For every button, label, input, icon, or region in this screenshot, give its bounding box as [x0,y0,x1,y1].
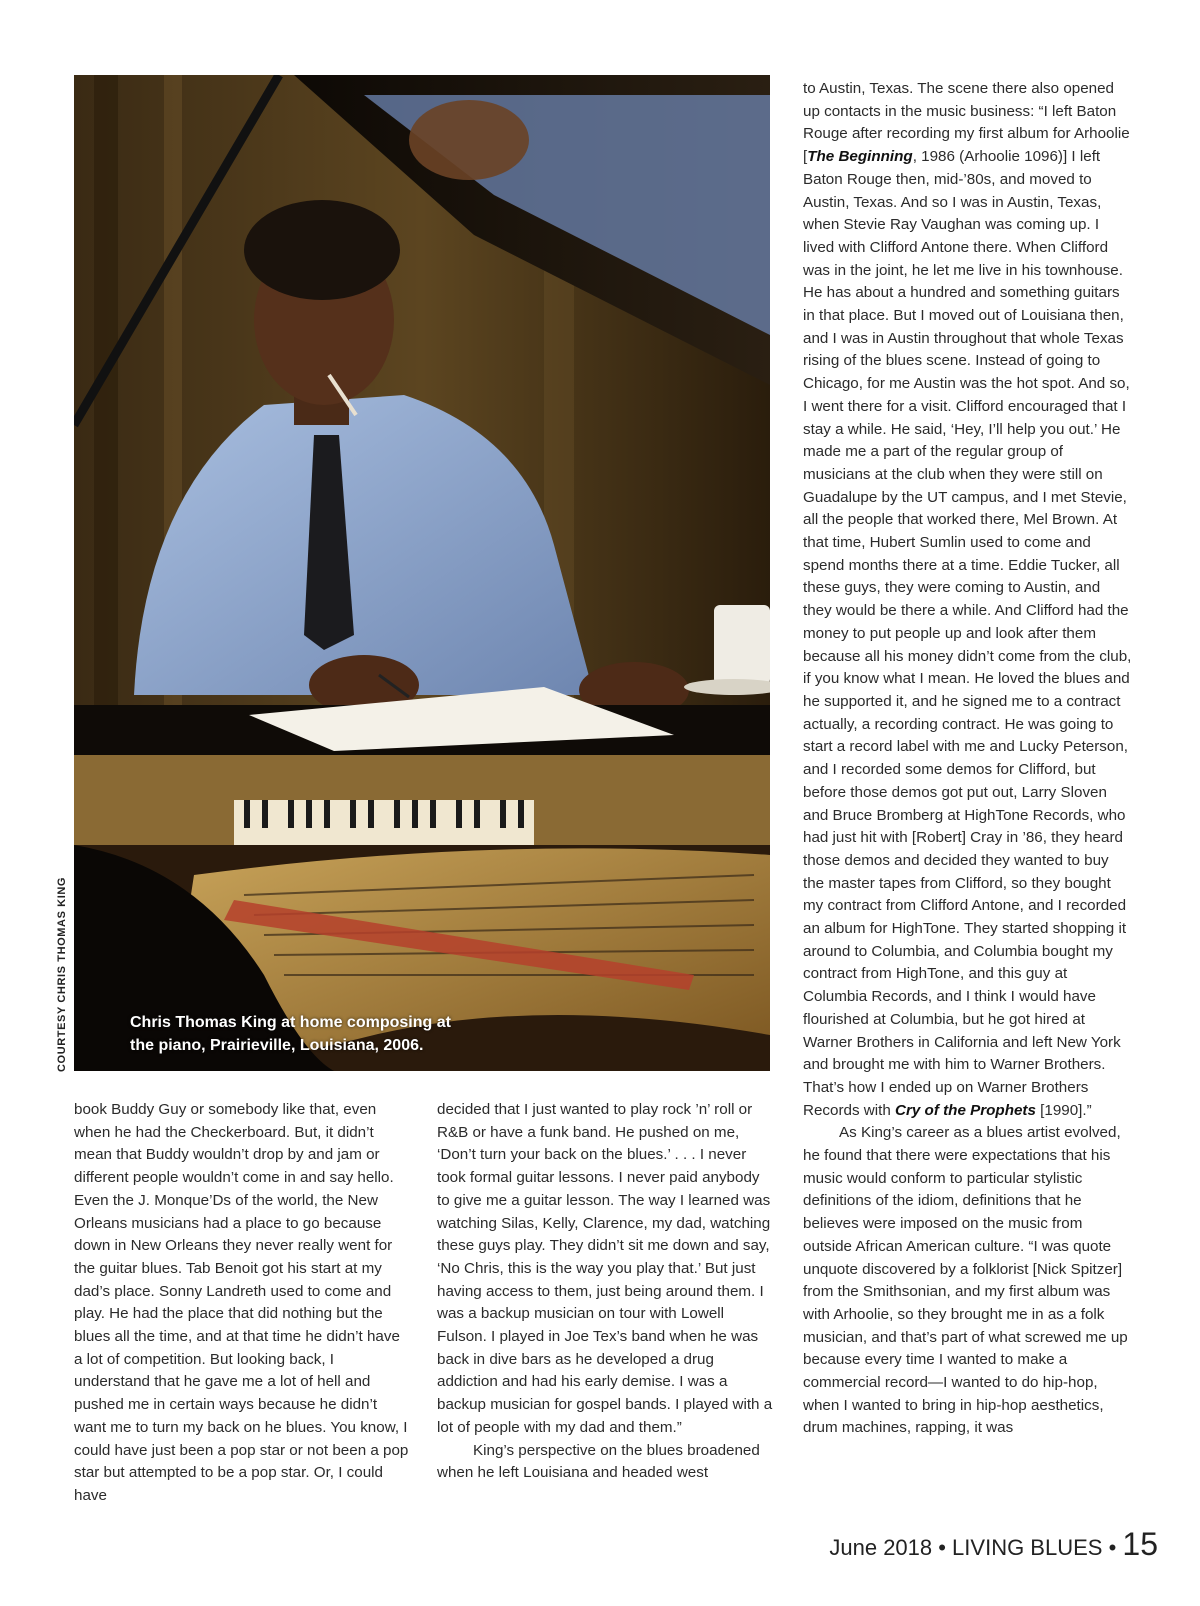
paragraph: book Buddy Guy or somebody like that, even when he had the Checkerboard. But, it didn’t mean that Buddy wouldn’t drop by and jam or different people wouldn’t come in and say hello. Even the J. Monque’Ds of the world, the New Orleans musicians had a place to go because down in New Orleans they never really went for the guitar blues. Tab Benoit got his start at my dad’s place. Sonny Landreth used to come and play. He had the place that did nothing but the blues all the time, and at that time he didn’t have a lot of competition. But looking back, I understand that he gave me a lot of hell and pushed me in certain ways because he didn’t want me to turn my back on he blues. You know, I could have just been a pop star or not been a pop star but attempted to be a pop star. Or, I could have [74,1101,409,1504]
paragraph: As King’s career as a blues artist evolved, he found that there were expectations that his music would conform to particular stylistic definitions of the idiom, definitions that he believes were imposed on the music from outside African American culture. “I was quote unquote discovered by a folklorist [Nick Spitzer] from the Smithsonian, and my first album was with Arhoolie, so they brought me in as a folk musician, and that’s part of what screwed me up because every time I wanted to make a commercial record—I wanted to do hip-hop, when I wanted to bring in hip-hop aesthetics, drum machines, rapping, it was [803,1124,1128,1437]
page-number: 15 [1122,1526,1158,1562]
album-title: Cry of the Prophets [895,1101,1036,1119]
paragraph: King’s perspective on the blues broadened when he left Louisiana and headed west [437,1441,760,1482]
issue-line: June 2018 • LIVING BLUES • [829,1535,1117,1560]
paragraph [803,78,1133,1122]
caption-line-2: the piano, Prairieville, Louisiana, 2006. [130,1037,424,1054]
article-column-left [74,1099,412,1508]
photo-credit: COURTESY CHRIS THOMAS KING [56,876,68,1072]
article-column-right [803,78,1133,1440]
text-run: to Austin, Texas. The scene there also opened up contacts in the music business: “I left Baton Rouge after recording my first album for Arhoolie [ [803,80,1130,166]
page-footer [829,1526,1158,1563]
feature-photo [74,75,770,1071]
text-run: , 1986 (Arhoolie 1096)] I left Baton Rouge then, mid-’80s, and moved to Austin, Texas. And so I was in Austin, Texas, when Stevie Ray Vaughan was coming up. I lived with Clifford Antone there. When Clifford was in the joint, he let me live in his townhouse. He has about a hundred and something guitars in that place. But I moved out of Louisiana then, and I was in Austin throughout that whole Texas rising of the blues scene. Instead of going to Chicago, for me Austin was the hot spot. And so, I went there for a visit. Clifford encouraged that I stay a while. He said, ‘Hey, I’ll help you out.’ He made me a part of the regular group of musicians at the club when they were still on Guadalupe by the UT campus, and I met Stevie, all the people that worked there, Mel Brown. At that time, Hubert Sumlin used to come and spend months there at a time. Eddie Tucker, all these guys, they were coming to Austin, and they would be there a while. And Clifford had the money to put people up and look after them because all his money didn’t come from the club, if you know what I mean. He loved the blues and he supported it, and he signed me to a contract actually, a recording contract. He was going to start a record label with me and Lucky Peterson, and I recorded some demos for Clifford, but before those demos got put out, Larry Sloven and Bruce Bromberg at HighTone Records, who had just hit with [Robert] Cray in ’86, they heard those demos and decided they wanted to buy the master tapes from Clifford, so they bought my contract from Clifford Antone, and I recorded an album for HighTone. They started shopping it around to Columbia, and Columbia bought my contract from HighTone, and this guy at Columbia Records, and I think I would have flourished at Columbia, but he got hired at Warner Brothers in California and left New York and brought me with him to Warner Brothers. That’s how I ended up on Warner Brothers Records with [803,148,1132,1119]
article-column-middle [437,1099,775,1485]
album-title: The Beginning [807,148,913,166]
photo-illustration [74,75,770,1071]
caption-line-1: Chris Thomas King at home composing at [130,1014,451,1031]
photo-caption [130,1011,490,1057]
paragraph: decided that I just wanted to play rock ’n’ roll or R&B or have a funk band. He pushed on me, ‘Don’t turn your back on the blues.’ . . . I never took formal guitar lessons. I never paid anybody to give me a guitar lesson. The way I learned was watching Silas, Kelly, Clarence, my dad, watching these guys play. They didn’t sit me down and say, ‘No Chris, this is the way you play that.’ But just having access to them, just being around them. I was a backup musician on tour with Lowell Fulson. I played in Joe Tex’s band when he was back in dive bars as he developed a drug addiction and had his early demise. I was a backup musician for gospel bands. I played with a lot of people with my dad and them.” [437,1101,773,1436]
text-run: [1990].” [1035,1101,1092,1119]
